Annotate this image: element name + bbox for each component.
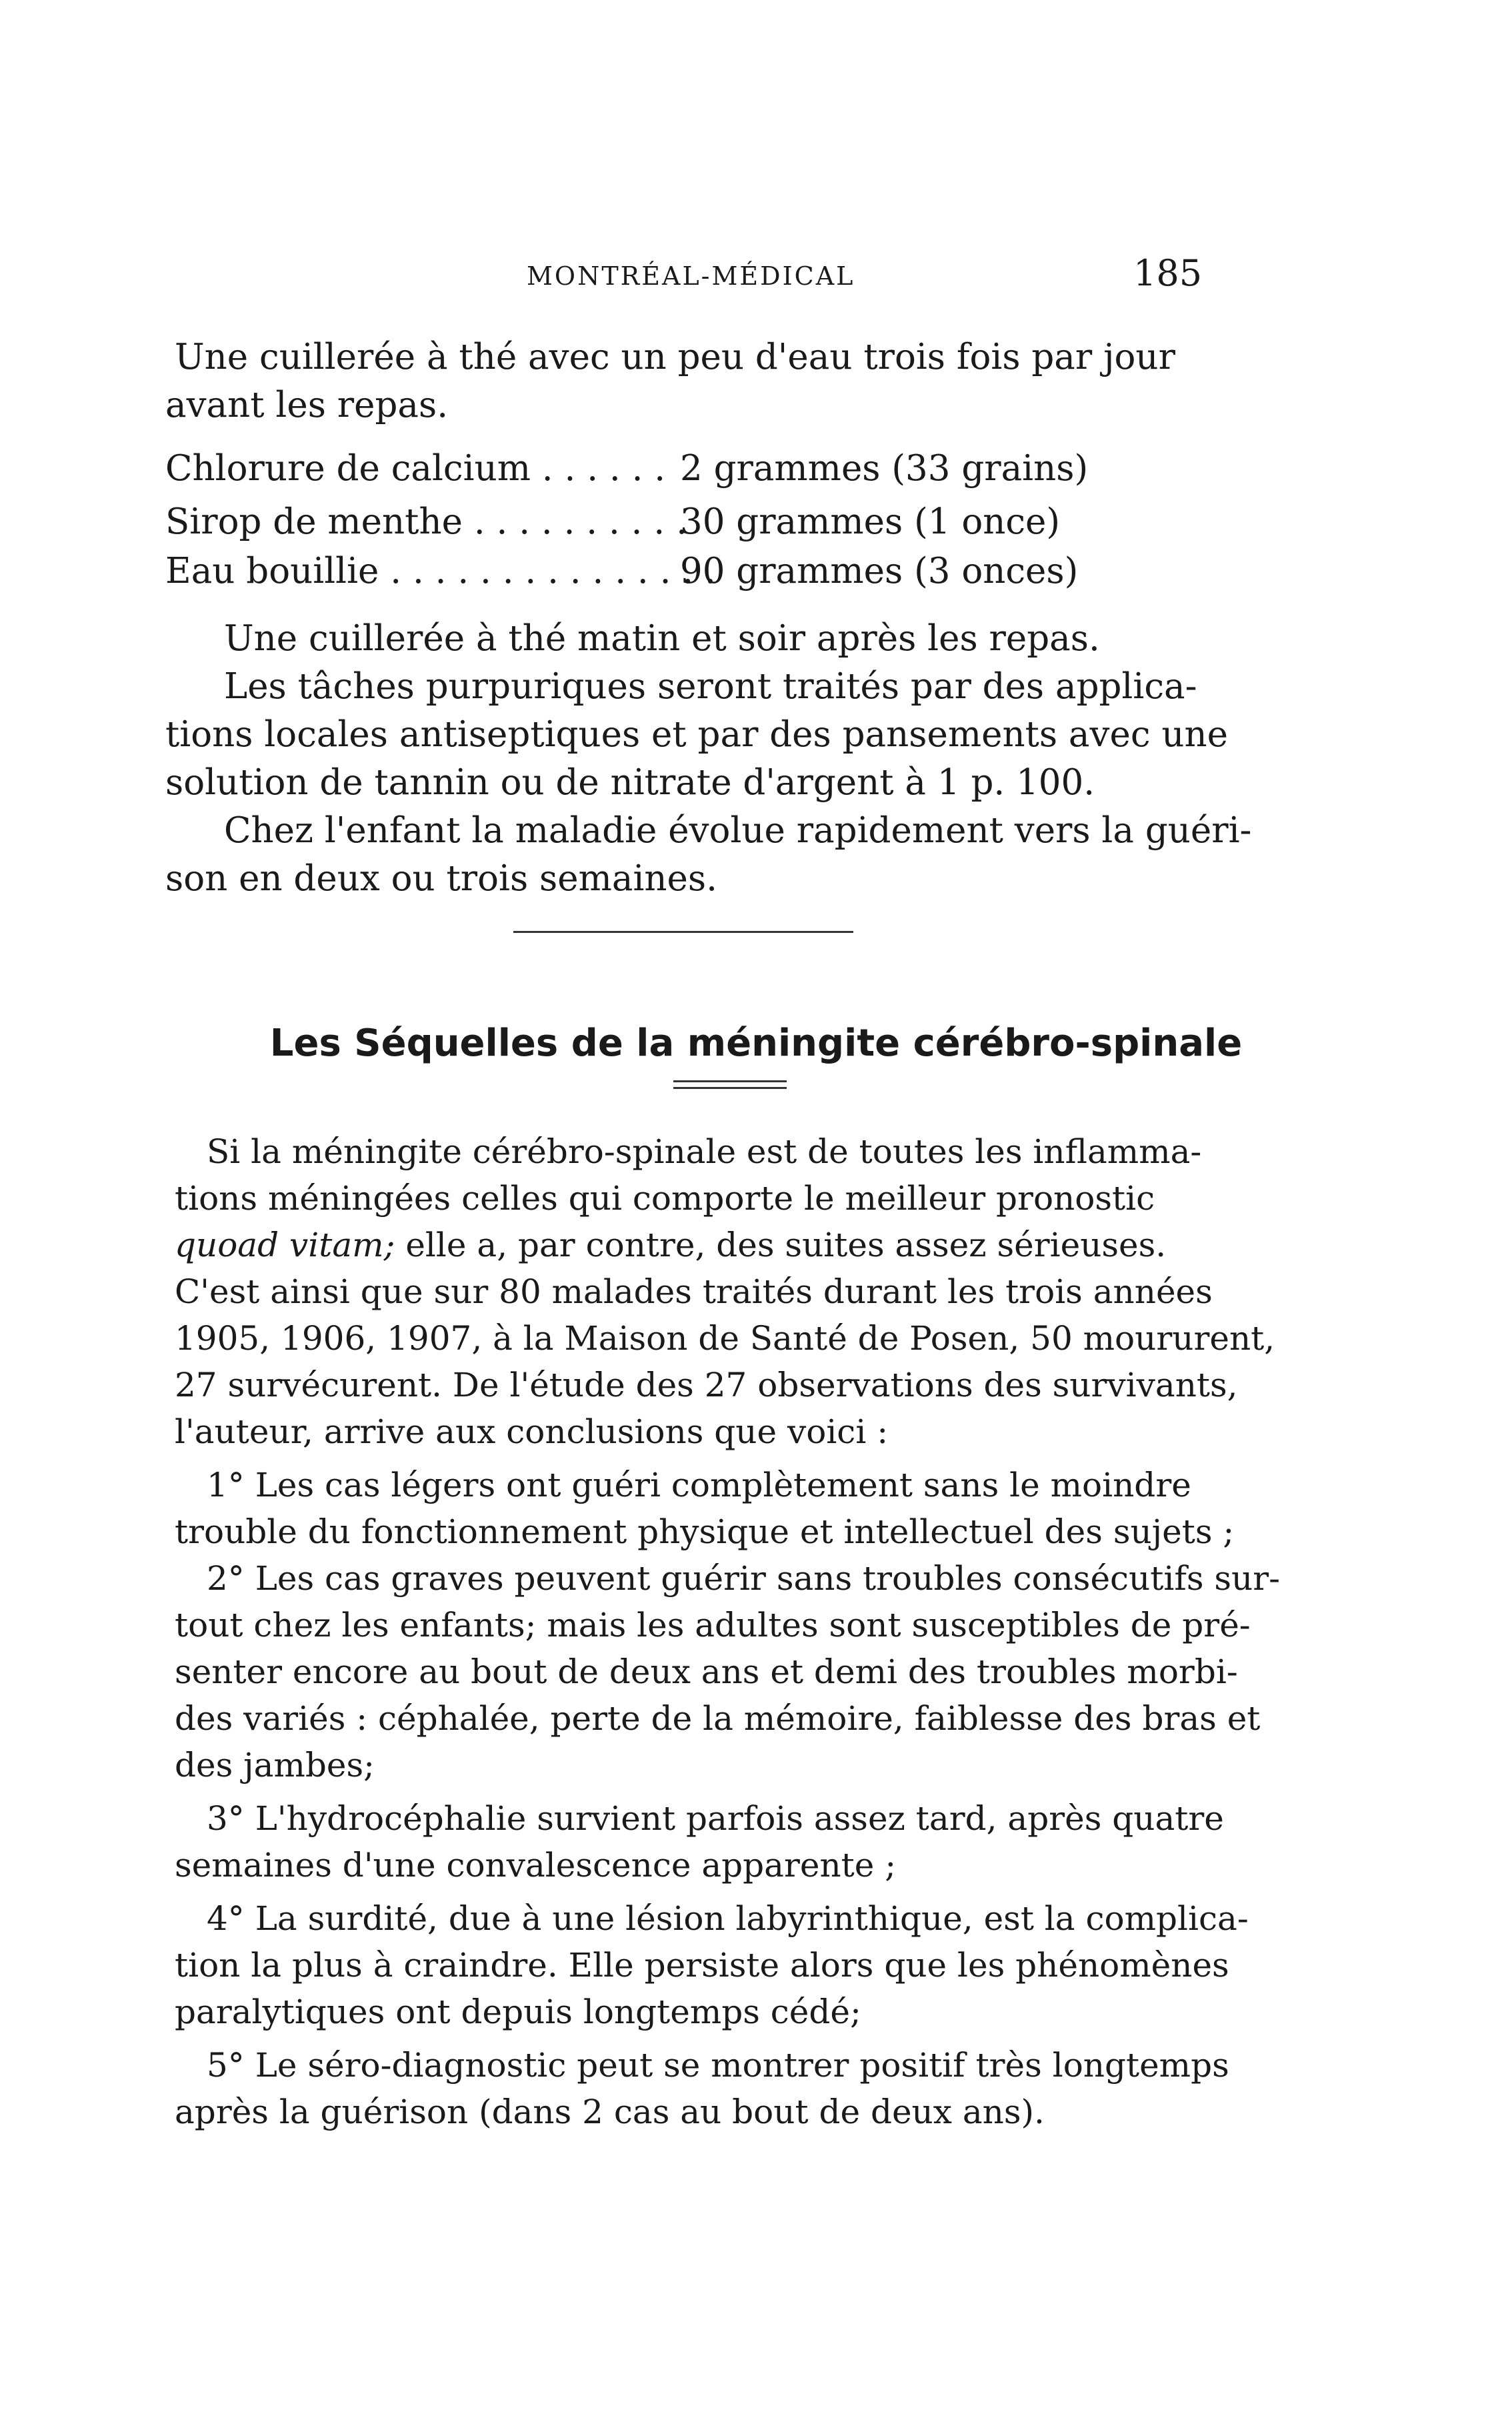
intro-line-2: avant les repas.	[165, 385, 449, 425]
treatment-line: Les tâches purpuriques seront traités par des applica-	[224, 666, 1197, 707]
recipe-item-quantity: 90 grammes (3 onces)	[680, 551, 1079, 591]
treatment-line: Une cuillerée à thé matin et soir après les repas.	[224, 618, 1100, 659]
page-number: 185	[1133, 252, 1203, 294]
section-intro-line: quoad vitam; elle a, par contre, des suites assez sérieuses.	[175, 1226, 1167, 1264]
running-title: MONTRÉAL-MÉDICAL	[527, 261, 855, 291]
treatment-line: tions locales antiseptiques et par des pansements avec une	[165, 714, 1228, 755]
conclusion-line: 5° Le séro-diagnostic peut se montrer positif très longtemps	[207, 2046, 1229, 2085]
section-title: Les Séquelles de la méningite cérébro-spinale	[269, 1022, 1243, 1065]
conclusion-line: après la guérison (dans 2 cas au bout de deux ans).	[175, 2093, 1045, 2131]
section-intro-line: 1905, 1906, 1907, à la Maison de Santé de Posen, 50 moururent,	[175, 1319, 1275, 1358]
recipe-item-quantity: 2 grammes (33 grains)	[680, 448, 1089, 489]
conclusion-line: 4° La surdité, due à une lésion labyrinthique, est la complica-	[207, 1899, 1249, 1938]
section-intro-line: l'auteur, arrive aux conclusions que voici :	[175, 1412, 889, 1451]
conclusion-line: tion la plus à craindre. Elle persiste alors que les phénomènes	[175, 1946, 1229, 1985]
section-intro-line: C'est ainsi que sur 80 malades traités durant les trois années	[175, 1272, 1213, 1311]
recipe-item-name: Sirop de menthe . . . . . . . . . .	[165, 501, 687, 542]
intro-line-1: Une cuillerée à thé avec un peu d'eau trois fois par jour	[175, 337, 1175, 377]
conclusion-line: 2° Les cas graves peuvent guérir sans troubles consécutifs sur-	[207, 1559, 1281, 1598]
conclusion-line: semaines d'une convalescence apparente ;	[175, 1846, 897, 1885]
treatment-line: Chez l'enfant la maladie évolue rapidement vers la guéri-	[224, 810, 1252, 851]
conclusion-line: trouble du fonctionnement physique et intellectuel des sujets ;	[175, 1512, 1235, 1551]
conclusion-line: des variés : céphalée, perte de la mémoire, faiblesse des bras et	[175, 1699, 1261, 1738]
recipe-item-name: Eau bouillie . . . . . . . . . . . . . . .	[165, 551, 716, 591]
conclusion-line: senter encore au bout de deux ans et demi des troubles morbi-	[175, 1652, 1238, 1691]
title-underline	[673, 1080, 787, 1082]
section-intro-line: 27 survécurent. De l'étude des 27 observations des survivants,	[175, 1366, 1238, 1404]
treatment-line: son en deux ou trois semaines.	[165, 858, 717, 899]
italic-phrase: quoad vitam;	[175, 1226, 395, 1264]
treatment-line: solution de tannin ou de nitrate d'argent à 1 p. 100.	[165, 762, 1095, 803]
section-intro-line: Si la méningite cérébro-spinale est de toutes les inflamma-	[207, 1132, 1202, 1171]
conclusion-line: tout chez les enfants; mais les adultes sont susceptibles de pré-	[175, 1606, 1251, 1644]
recipe-item-quantity: 30 grammes (1 once)	[680, 501, 1061, 542]
conclusion-line: 1° Les cas légers ont guéri complètement sans le moindre	[207, 1466, 1191, 1504]
conclusion-line: paralytiques ont depuis longtemps cédé;	[175, 1993, 861, 2031]
conclusion-line: des jambes;	[175, 1746, 375, 1784]
section-intro-line: tions méningées celles qui comporte le meilleur pronostic	[175, 1179, 1155, 1218]
recipe-item-name: Chlorure de calcium . . . . . .	[165, 448, 666, 489]
separator-rule	[513, 931, 853, 933]
title-underline	[673, 1087, 787, 1089]
conclusion-line: 3° L'hydrocéphalie survient parfois assez tard, après quatre	[207, 1799, 1224, 1838]
